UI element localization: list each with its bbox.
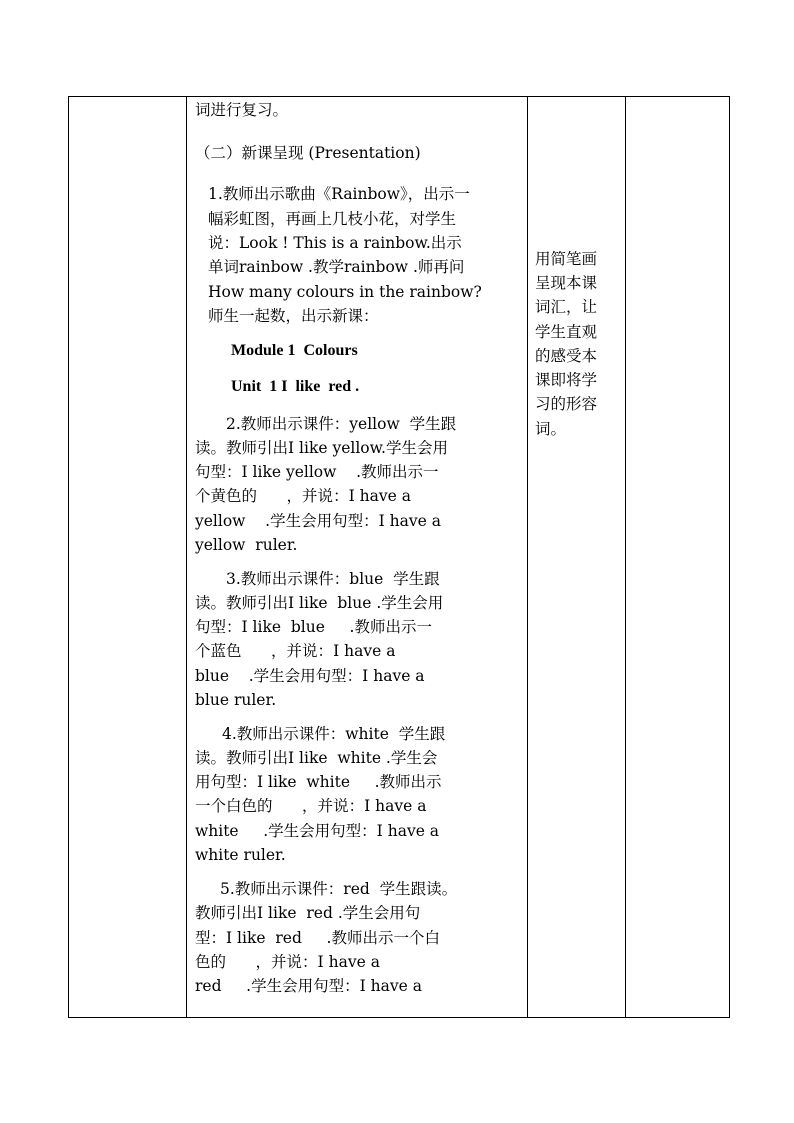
section-heading: （二）新课呈现 (Presentation)	[195, 144, 421, 162]
unit-title: Unit 1 I like red .	[231, 378, 360, 395]
lesson-line: 色的 ，并说：I have a	[195, 953, 380, 971]
lesson-line: blue ruler.	[195, 691, 277, 709]
lesson-line: 2.教师出示课件：yellow 学生跟	[226, 415, 457, 433]
lesson-line: 型：I like red .教师出示一个白	[195, 929, 440, 947]
lesson-line: How many colours in the rainbow?	[208, 283, 482, 301]
lesson-line: 读。教师引出I like white .学生会	[195, 749, 438, 767]
intent-line: 课即将学	[535, 371, 598, 389]
lesson-line: white ruler.	[195, 846, 286, 864]
lesson-line: 个蓝色 ，并说：I have a	[195, 642, 396, 660]
intent-line: 学生直观	[535, 323, 598, 341]
lesson-line: red .学生会用句型：I have a	[195, 977, 422, 995]
intent-line: 用简笔画	[535, 250, 598, 268]
lesson-line: 读。教师引出I like blue .学生会用	[195, 594, 444, 612]
lesson-line: 师生一起数，出示新课：	[208, 307, 379, 325]
lesson-line: 4.教师出示课件：white 学生跟	[222, 725, 446, 743]
table-column-divider-1	[186, 96, 187, 1018]
lesson-line: blue .学生会用句型：I have a	[195, 667, 425, 685]
intent-line: 词。	[535, 420, 567, 438]
lesson-line: 3.教师出示课件：blue 学生跟	[226, 570, 440, 588]
table-column-divider-2	[527, 96, 528, 1018]
intent-line: 习的形容	[535, 395, 598, 413]
lesson-line: yellow .学生会用句型：I have a	[195, 512, 441, 530]
lesson-line: 用句型：I like white .教师出示	[195, 773, 442, 791]
lesson-line: 说：Look ! This is a rainbow.出示	[208, 234, 462, 252]
lesson-line: 读。教师引出I like yellow.学生会用	[195, 439, 448, 457]
intent-line: 呈现本课	[535, 274, 598, 292]
intent-line: 词汇，让	[535, 298, 598, 316]
lesson-line: 词进行复习。	[195, 101, 289, 119]
lesson-line: white .学生会用句型：I have a	[195, 822, 440, 840]
module-title: Module 1 Colours	[231, 342, 358, 359]
lesson-line: 幅彩虹图，再画上几枝小花，对学生	[208, 210, 457, 228]
lesson-line: 句型：I like yellow .教师出示一	[195, 463, 439, 481]
table-column-divider-3	[625, 96, 626, 1018]
lesson-line: 单词rainbow .教学rainbow .师再问	[208, 258, 465, 276]
lesson-line: 教师引出I like red .学生会用句	[195, 904, 421, 922]
intent-line: 的感受本	[535, 347, 598, 365]
lesson-line: 1.教师出示歌曲《Rainbow》，出示一	[208, 185, 470, 203]
lesson-line: 句型：I like blue .教师出示一	[195, 618, 432, 636]
lesson-line: 一个白色的 ，并说：I have a	[195, 797, 427, 815]
lesson-line: 5.教师出示课件：red 学生跟读。	[220, 880, 458, 898]
lesson-line: 个黄色的 ，并说：I have a	[195, 487, 411, 505]
lesson-line: yellow ruler.	[195, 536, 298, 554]
